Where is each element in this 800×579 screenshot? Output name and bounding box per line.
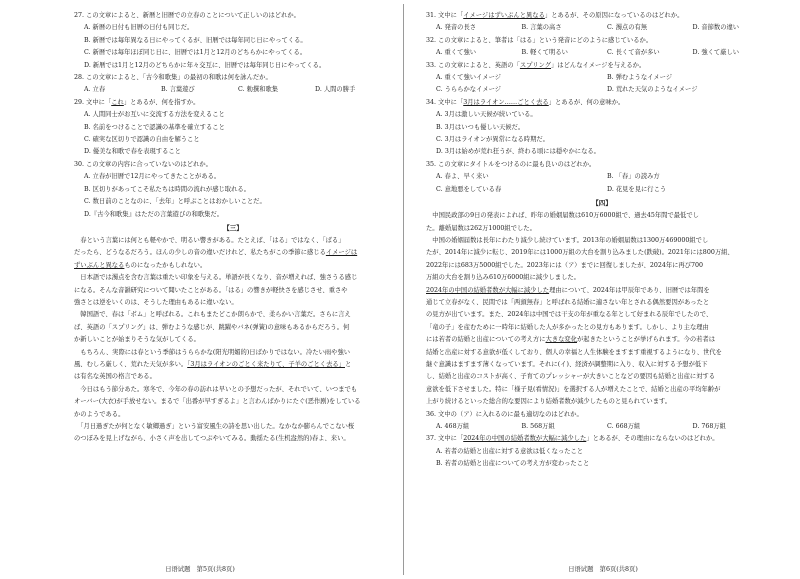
option-c: C. 確実な区切りで認識の自由を解うこと bbox=[84, 136, 200, 144]
question-stem bbox=[426, 433, 778, 445]
option-row bbox=[426, 184, 778, 196]
option-c: C. 数日前のことなのに、「去年」と呼ぶことはおかしいことだ。 bbox=[84, 198, 266, 206]
option-row bbox=[426, 47, 778, 59]
section-heading: 【三】 bbox=[223, 223, 243, 232]
option-c: C. 濁点の有無 bbox=[607, 24, 648, 32]
line-text: が起きたということが挙げられます。今の若者は bbox=[577, 336, 716, 344]
option-a: A. 春よ、早く来い bbox=[436, 173, 489, 181]
passage-line bbox=[426, 285, 778, 297]
question-36 bbox=[426, 409, 778, 434]
passage-line bbox=[426, 347, 778, 359]
underlined-text: ずいぶんと異なる bbox=[74, 261, 125, 269]
stem-post: 」とあるが、その理由にならないのはどれか。 bbox=[586, 435, 719, 443]
stem-pre: 34. 文中に「 bbox=[426, 98, 464, 106]
option-a: A. 発音の長さ bbox=[436, 24, 477, 32]
line-text: 2022年には683万5000組でした。2023年には（ア）までに回復しましたが、2024年に再び700 bbox=[426, 261, 704, 269]
passage-line bbox=[74, 235, 392, 247]
line-text: 結婚と出産に対する意欲が低くしており、個人の幸福と人生体験をますます重視するようになり、世代を bbox=[426, 348, 722, 356]
option-a: A. 重くて強いイメージ bbox=[436, 74, 502, 82]
option-row bbox=[74, 84, 392, 96]
passage-line bbox=[74, 433, 392, 445]
option-d: D. 768万組 bbox=[692, 423, 726, 430]
passage-line bbox=[426, 223, 778, 235]
line-text: 中国民政部の9日の発表によれば、昨年の婚姻届数は610万6000組で、過去45年間で最低でし bbox=[426, 212, 699, 220]
stem-underlined: これ bbox=[111, 98, 124, 106]
option-b: B. 若者の結婚と出産についての考え方が変わったこと bbox=[436, 460, 590, 468]
passage-line bbox=[426, 297, 778, 309]
line-text: と bbox=[345, 360, 352, 368]
option-d: D. 音節数の違い bbox=[692, 24, 740, 32]
line-text: もちろん、実際には春という季節はうららかな(阳光明媚的)日ばかりではない。冷たい雨や強い bbox=[74, 348, 351, 356]
line-text: 意欲を低下させました。特に「様子見(看情況)」を選択する人が増えたことで、結婚と出産の平均年齢が bbox=[426, 385, 721, 393]
passage-line bbox=[74, 359, 392, 371]
page-divider bbox=[403, 4, 404, 575]
passage-line bbox=[426, 334, 778, 346]
option-b: B. 言葉の高さ bbox=[521, 24, 562, 32]
passage-line bbox=[74, 334, 392, 346]
stem-post: 」とあるが、何を指すか。 bbox=[123, 98, 200, 106]
option-b: B. 3月はいつも優しい天候だ。 bbox=[436, 123, 525, 131]
stem-pre: 31. 文中に「 bbox=[426, 12, 464, 19]
line-text: 「竜の子」を産むために一時年に結婚した人が多かったとの見方もあります。しかし、より主な理由 bbox=[426, 323, 709, 331]
section-heading: 【四】 bbox=[592, 199, 612, 208]
option-a: A. 3月は激しい天候が続いている。 bbox=[436, 111, 537, 119]
right-page bbox=[406, 0, 800, 579]
option-c: C. 長くて音が多い bbox=[607, 49, 660, 57]
line-text: の見方が出ています。また、2024年は中国では干支の年が重なる年として好まれる辰年でしたので、 bbox=[426, 311, 713, 319]
question-stem bbox=[426, 10, 778, 22]
option-b: B. 名前をつけることで認識の基準を確立すること bbox=[84, 123, 225, 131]
stem-post: 」とあるが、何の意味か。 bbox=[548, 98, 625, 106]
option-b: B. 新暦では毎年異なる日にやってくるが、旧暦では毎年同じ日にやってくる。 bbox=[84, 36, 307, 44]
line-text: か新しいことが始まりそうな気がしてくる。 bbox=[74, 336, 200, 344]
question-stem bbox=[426, 97, 778, 109]
line-text: だったら、どうなるだろう。ほんの少しの音の違いだけれど、私たちがこの季節に感じる bbox=[74, 249, 326, 257]
question-28 bbox=[74, 72, 392, 97]
line-text: 通じて立春がなく、民間では「两頭無春」と呼ばれる結婚に適さない年とされる偶然要因があったと bbox=[426, 298, 710, 306]
passage-line bbox=[426, 359, 778, 371]
passage-line bbox=[74, 285, 392, 297]
passage-line bbox=[74, 347, 392, 359]
passage-line bbox=[74, 384, 392, 396]
option-d: D.『古今和歌集』はただの言葉遊びの和歌集だ。 bbox=[84, 210, 224, 218]
question-stem: 32. この文章によると、筆者は「はる」という発音にどのように感じているか。 bbox=[426, 36, 653, 44]
stem-pre: 29. 文中に「 bbox=[74, 98, 112, 106]
stem-post: 」とあるが、その原因になっているのはどれか。 bbox=[544, 12, 684, 19]
passage-line bbox=[74, 272, 392, 284]
option-a: A. 立春が旧暦で12月にやってきたことがある。 bbox=[84, 173, 221, 181]
line-text: 万組の大台を割り込み610万6000組に減少しました。 bbox=[426, 274, 580, 282]
option-a: A. 立春 bbox=[84, 86, 106, 94]
line-text: 風、むしろ厳しく、荒れた天気が多い。 bbox=[74, 360, 188, 368]
passage-line bbox=[426, 235, 778, 247]
passage-line bbox=[426, 322, 778, 334]
option-d: D. 新暦では1月と12月のどちらかに年々交互に、旧暦では毎年同じ日にやってくる。 bbox=[84, 61, 326, 69]
passage-line bbox=[74, 409, 392, 421]
reading-passage bbox=[426, 210, 778, 409]
underlined-text: 大きな変化 bbox=[545, 336, 577, 344]
stem-pre: 37. 文中に「 bbox=[426, 435, 464, 443]
underlined-text: 2024年の中国の結婚者数が大幅に減少した bbox=[426, 286, 550, 294]
option-row bbox=[426, 72, 778, 84]
line-text: は有名な英国の格言である。 bbox=[74, 373, 156, 381]
option-row bbox=[426, 22, 778, 34]
passage-line bbox=[426, 247, 778, 259]
page-footer: 日语试题 第6页(共8页) bbox=[568, 566, 638, 573]
question-stem: 28. この文章によると、「古今和歌集」の最初の和歌は何を詠んだか。 bbox=[74, 74, 272, 82]
passage-line bbox=[426, 210, 778, 222]
option-row bbox=[426, 84, 778, 96]
option-a: A. 若者の結婚と出産に対する意欲は低くなったこと bbox=[436, 447, 584, 455]
option-row bbox=[426, 421, 778, 433]
option-d: D. 強くて厳しい bbox=[692, 49, 740, 57]
question-stem: 35. この文章にタイトルをつけるのに最も良いのはどれか。 bbox=[426, 160, 596, 168]
option-a: A. 人間同士がお互いに交流する方法を変えること bbox=[84, 111, 225, 119]
stem-pre: 33. この文章によると、英語の「 bbox=[426, 61, 520, 69]
underlined-text: イメージは bbox=[325, 249, 358, 257]
line-text: 「月日過ぎたが何となく敏卿過ぎ」という富安風生の詩を思い出した。なかなか膨らんでこない桜 bbox=[74, 423, 355, 430]
option-c: C. 668万組 bbox=[607, 423, 641, 430]
question-stem bbox=[426, 60, 778, 72]
stem-post: 」はどんなイメージを与えるか。 bbox=[551, 61, 646, 69]
stem-underlined: 2024年の中国の結婚者数が大幅に減少した bbox=[463, 435, 587, 443]
question-29 bbox=[74, 97, 392, 159]
passage-line bbox=[74, 260, 392, 272]
question-33 bbox=[426, 60, 778, 97]
page-footer: 日语试题 第5页(共8页) bbox=[165, 566, 235, 573]
option-a: A. 468万組 bbox=[436, 423, 470, 430]
option-b: B. 弾むようなイメージ bbox=[607, 74, 673, 82]
passage-line bbox=[74, 309, 392, 321]
stem-underlined: スプリング bbox=[519, 61, 551, 69]
option-a: A. 新暦の日付も旧暦の日付も同じだ。 bbox=[84, 24, 194, 32]
line-text: し、結婚と出産のコストが高く、子育てのプレッシャーが大きいことなどの要因も結婚と出産に対する bbox=[426, 373, 716, 381]
line-text: 継ぐ意識はますます薄くなっています。それに(イ)、経済が調整期に入り、収入に対する予想が低下 bbox=[426, 360, 708, 368]
question-27 bbox=[74, 10, 392, 72]
question-stem bbox=[74, 97, 392, 109]
line-text: 今日はもう節分あた。寒冬で、今年の春の訪れは早いとの予想だったが、それでいて、いつまでも bbox=[74, 385, 358, 393]
passage-line bbox=[426, 260, 778, 272]
passage-line bbox=[74, 297, 392, 309]
option-b: B. 言葉遊び bbox=[161, 86, 195, 94]
line-text: 強さとは逆をいくのは、そうした理由もあるに違いない。 bbox=[74, 298, 238, 306]
option-b: B. 568万組 bbox=[521, 423, 555, 430]
question-30 bbox=[74, 159, 392, 221]
line-text: かのようである。 bbox=[74, 410, 125, 418]
underlined-text: 「3月はライオンのごとく来たりて、子羊のごとく去る」 bbox=[187, 360, 345, 368]
passage-line bbox=[426, 371, 778, 383]
question-stem: 36. 文中の（ア）に入れるのに最も適切なのはどれか。 bbox=[426, 410, 583, 418]
reading-passage bbox=[74, 235, 392, 446]
line-text: 上がり続けるといった総合的な要因により結婚者数が減少したものと見られています。 bbox=[426, 398, 672, 406]
passage-line bbox=[74, 396, 392, 408]
line-text: には若者の結婚と出産についての考え方に bbox=[426, 336, 546, 344]
option-c: C. 意地悪をしている春 bbox=[436, 185, 502, 193]
option-a: A. 重くて強い bbox=[436, 49, 477, 57]
option-c: C. うららかなイメージ bbox=[436, 86, 502, 94]
option-c: C. 新暦では毎年ほぼ同じ日に、旧暦では1月と12月のどちらかにやってくる。 bbox=[84, 49, 307, 57]
option-d: D. 荒れた天気のようなイメージ bbox=[607, 86, 698, 94]
passage-line bbox=[74, 371, 392, 383]
line-text: 理由について、2024年は甲辰年であり、旧暦では年間を bbox=[549, 286, 710, 294]
question-31 bbox=[426, 10, 778, 35]
option-c: C. 3月はライオンが異常になる時期だ。 bbox=[436, 136, 549, 144]
option-d: D. 3月は始めが荒れ狂うが、終わる頃には穏やかになる。 bbox=[436, 148, 600, 156]
line-text: た。離婚届数は262万1000組でした。 bbox=[426, 224, 536, 232]
option-d: D. 人間の勝手 bbox=[315, 86, 356, 94]
question-35 bbox=[426, 159, 778, 196]
option-c: C. 勅撰和歌集 bbox=[238, 86, 279, 94]
option-row bbox=[426, 171, 778, 183]
line-text: ものになったかもしれない。 bbox=[124, 261, 207, 269]
question-37 bbox=[426, 433, 778, 470]
question-stem: 27. この文章によると、新暦と旧暦での立春のことについて正しいのはどれか。 bbox=[74, 12, 300, 19]
passage-line bbox=[74, 421, 392, 433]
option-d: D. 花見を見に行こう bbox=[607, 185, 667, 193]
question-34 bbox=[426, 97, 778, 159]
line-text: 日本語では濁点を含む言葉は重たい印象を与える。単語が長くなり、音が増えれば、強さうる感じ bbox=[74, 274, 358, 282]
passage-line bbox=[74, 322, 392, 334]
passage-line bbox=[426, 384, 778, 396]
line-text: 春という言葉には何とも軽やかで、明るい響きがある。たとえば、「はる」ではなく、「ばる」 bbox=[74, 236, 345, 244]
stem-underlined: イメージはずいぶんと異なる bbox=[463, 12, 545, 19]
question-stem: 30. この文章の内容に合っていないのはどれか。 bbox=[74, 160, 212, 168]
passage-line bbox=[426, 309, 778, 321]
line-text: オーバー(大衣)が手放せない。まるで「出番が早すぎるよ」と言わんばかりにたぐ(恶作剧)をしている bbox=[74, 398, 361, 406]
line-text: 韓国語で、春は「ボム」と呼ばれる。これもまたどこか朗らかで、柔らかい言葉だ。さらに言え bbox=[74, 311, 351, 319]
passage-line bbox=[74, 247, 392, 259]
line-text: になる。そんな音韻研究について聞いたことがある。「はる」の響きが軽快さを感じさせ、重さや bbox=[74, 286, 348, 294]
passage-line bbox=[426, 396, 778, 408]
line-text: たが、2014年に減少に転じ、2019年には1000万組の大台を割り込みました(跌破)。2021年には800万組、 bbox=[426, 249, 734, 257]
stem-underlined: 3月はライオン……ごとく去る bbox=[463, 98, 549, 106]
line-text: ば、英語の「スプリング」は、弾むような感じが、跳躍やバネ(弹簧)の意味もあるからだろう。何 bbox=[74, 323, 350, 331]
question-32 bbox=[426, 35, 778, 60]
option-b: B. 区切りがあってこそ私たちは時間の流れが感じ取れる。 bbox=[84, 185, 250, 193]
option-b: B. 「春」の読み方 bbox=[607, 173, 660, 181]
line-text: のつぼみを見上げながら、小さく声を出してつぶやいてみる。動揺たる(生机盎然的)春よ、来い。 bbox=[74, 435, 350, 443]
line-text: 中国の婚姻届数は長年にわたり減少し続けています。2013年の婚姻届数は1300万469000組でし bbox=[426, 236, 709, 244]
option-d: D. 優美な和歌で春を表現すること bbox=[84, 148, 181, 156]
passage-line bbox=[426, 272, 778, 284]
option-b: B. 軽くて明るい bbox=[521, 49, 568, 57]
